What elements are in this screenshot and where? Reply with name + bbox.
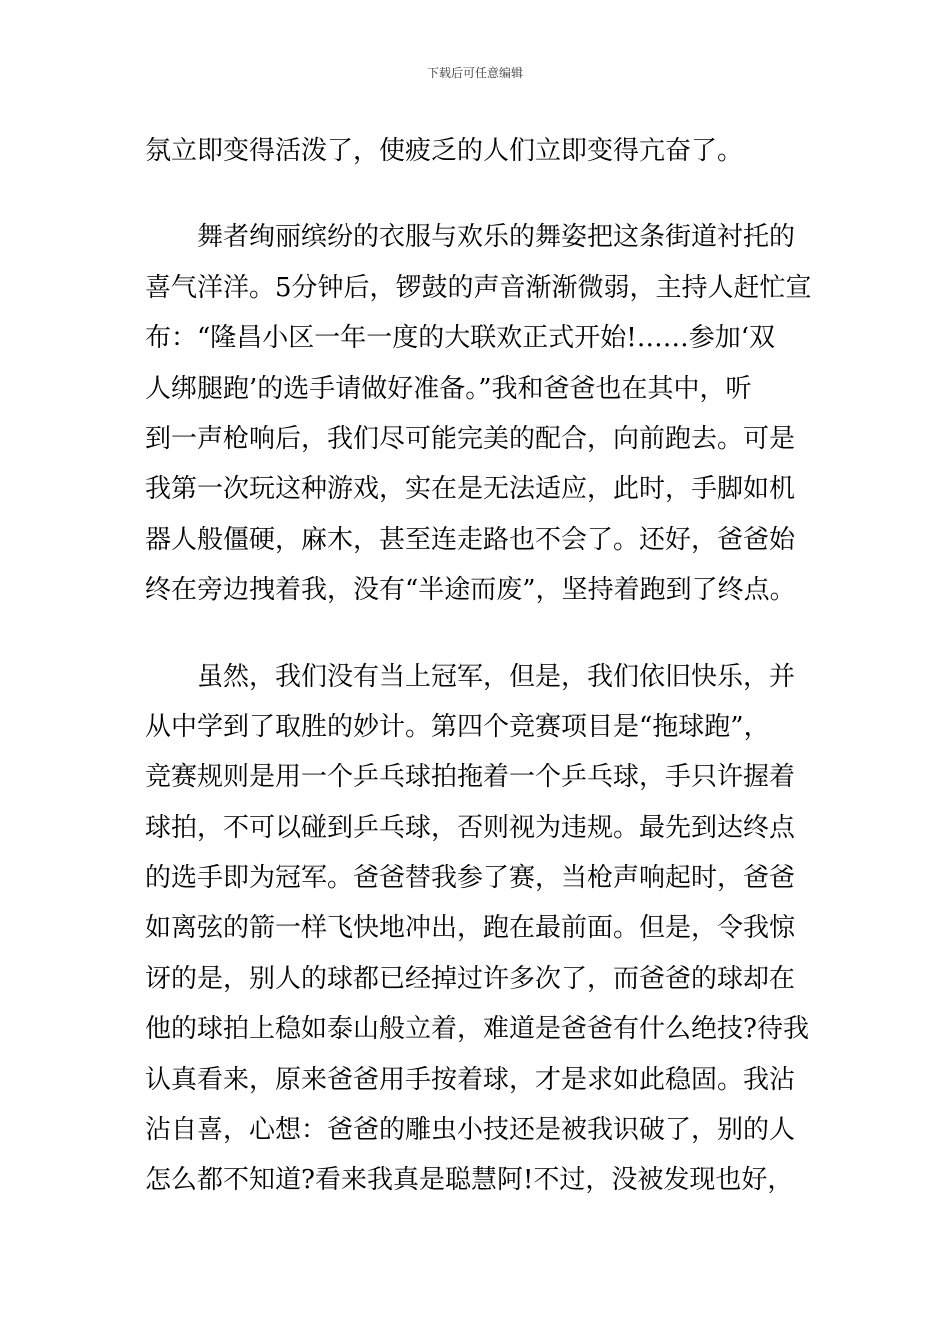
text-line: 终在旁边拽着我，没有“半途而废”，坚持着跑到了终点。 <box>145 575 796 606</box>
text-line: 布：“隆昌小区一年一度的大联欢正式开始!……参加‘双 <box>145 323 776 354</box>
text-line: 沾自喜，心想：爸爸的雕虫小技还是被我识破了，别的人 <box>145 1115 796 1146</box>
text-line: 喜气洋洋。5分钟后，锣鼓的声音渐渐微弱，主持人赶忙宣 <box>145 272 812 303</box>
text-line: 从中学到了取胜的妙计。第四个竞赛项目是“拖球跑”， <box>145 711 770 742</box>
text-line: 他的球拍上稳如泰山般立着，难道是爸爸有什么绝技?待我 <box>145 1014 809 1045</box>
text-line: 器人般僵硬，麻木，甚至连走路也不会了。还好，爸爸始 <box>145 524 796 555</box>
document-body <box>145 126 810 1206</box>
paragraph-1 <box>145 126 810 176</box>
text-line: 到一声枪响后，我们尽可能完美的配合，向前跑去。可是 <box>145 423 796 454</box>
text-line: 虽然，我们没有当上冠军，但是，我们依旧快乐，并 <box>197 661 796 692</box>
text-line: 讶的是，别人的球都已经掉过许多次了，而爸爸的球却在 <box>145 963 796 994</box>
paragraph-gap <box>145 616 810 652</box>
paragraph-gap <box>145 176 810 212</box>
text-line: 氛立即变得活泼了，使疲乏的人们立即变得亢奋了。 <box>145 136 744 166</box>
text-line: 人绑腿跑’的选手请做好准备。”我和爸爸也在其中，听 <box>145 373 752 404</box>
paragraph-2 <box>145 212 810 615</box>
text-line: 的选手即为冠军。爸爸替我参了赛，当枪声响起时，爸爸 <box>145 863 796 894</box>
text-line: 球拍，不可以碰到乒乓球，否则视为违规。最先到达终点 <box>145 812 796 843</box>
text-line: 竞赛规则是用一个乒乓球拍拖着一个乒乓球，手只许握着 <box>145 762 796 793</box>
text-line: 怎么都不知道?看来我真是聪慧阿!不过，没被发现也好， <box>145 1165 794 1196</box>
text-line: 我第一次玩这种游戏，实在是无法适应，此时，手脚如机 <box>145 474 796 505</box>
text-line: 舞者绚丽缤纷的衣服与欢乐的舞姿把这条街道衬托的 <box>197 222 796 253</box>
paragraph-3 <box>145 652 810 1206</box>
page-header: 下载后可任意编辑 <box>426 66 523 80</box>
text-line: 认真看来，原来爸爸用手按着球，才是求如此稳固。我沾 <box>145 1064 796 1095</box>
text-line: 如离弦的箭一样飞快地冲出，跑在最前面。但是，令我惊 <box>145 913 796 944</box>
